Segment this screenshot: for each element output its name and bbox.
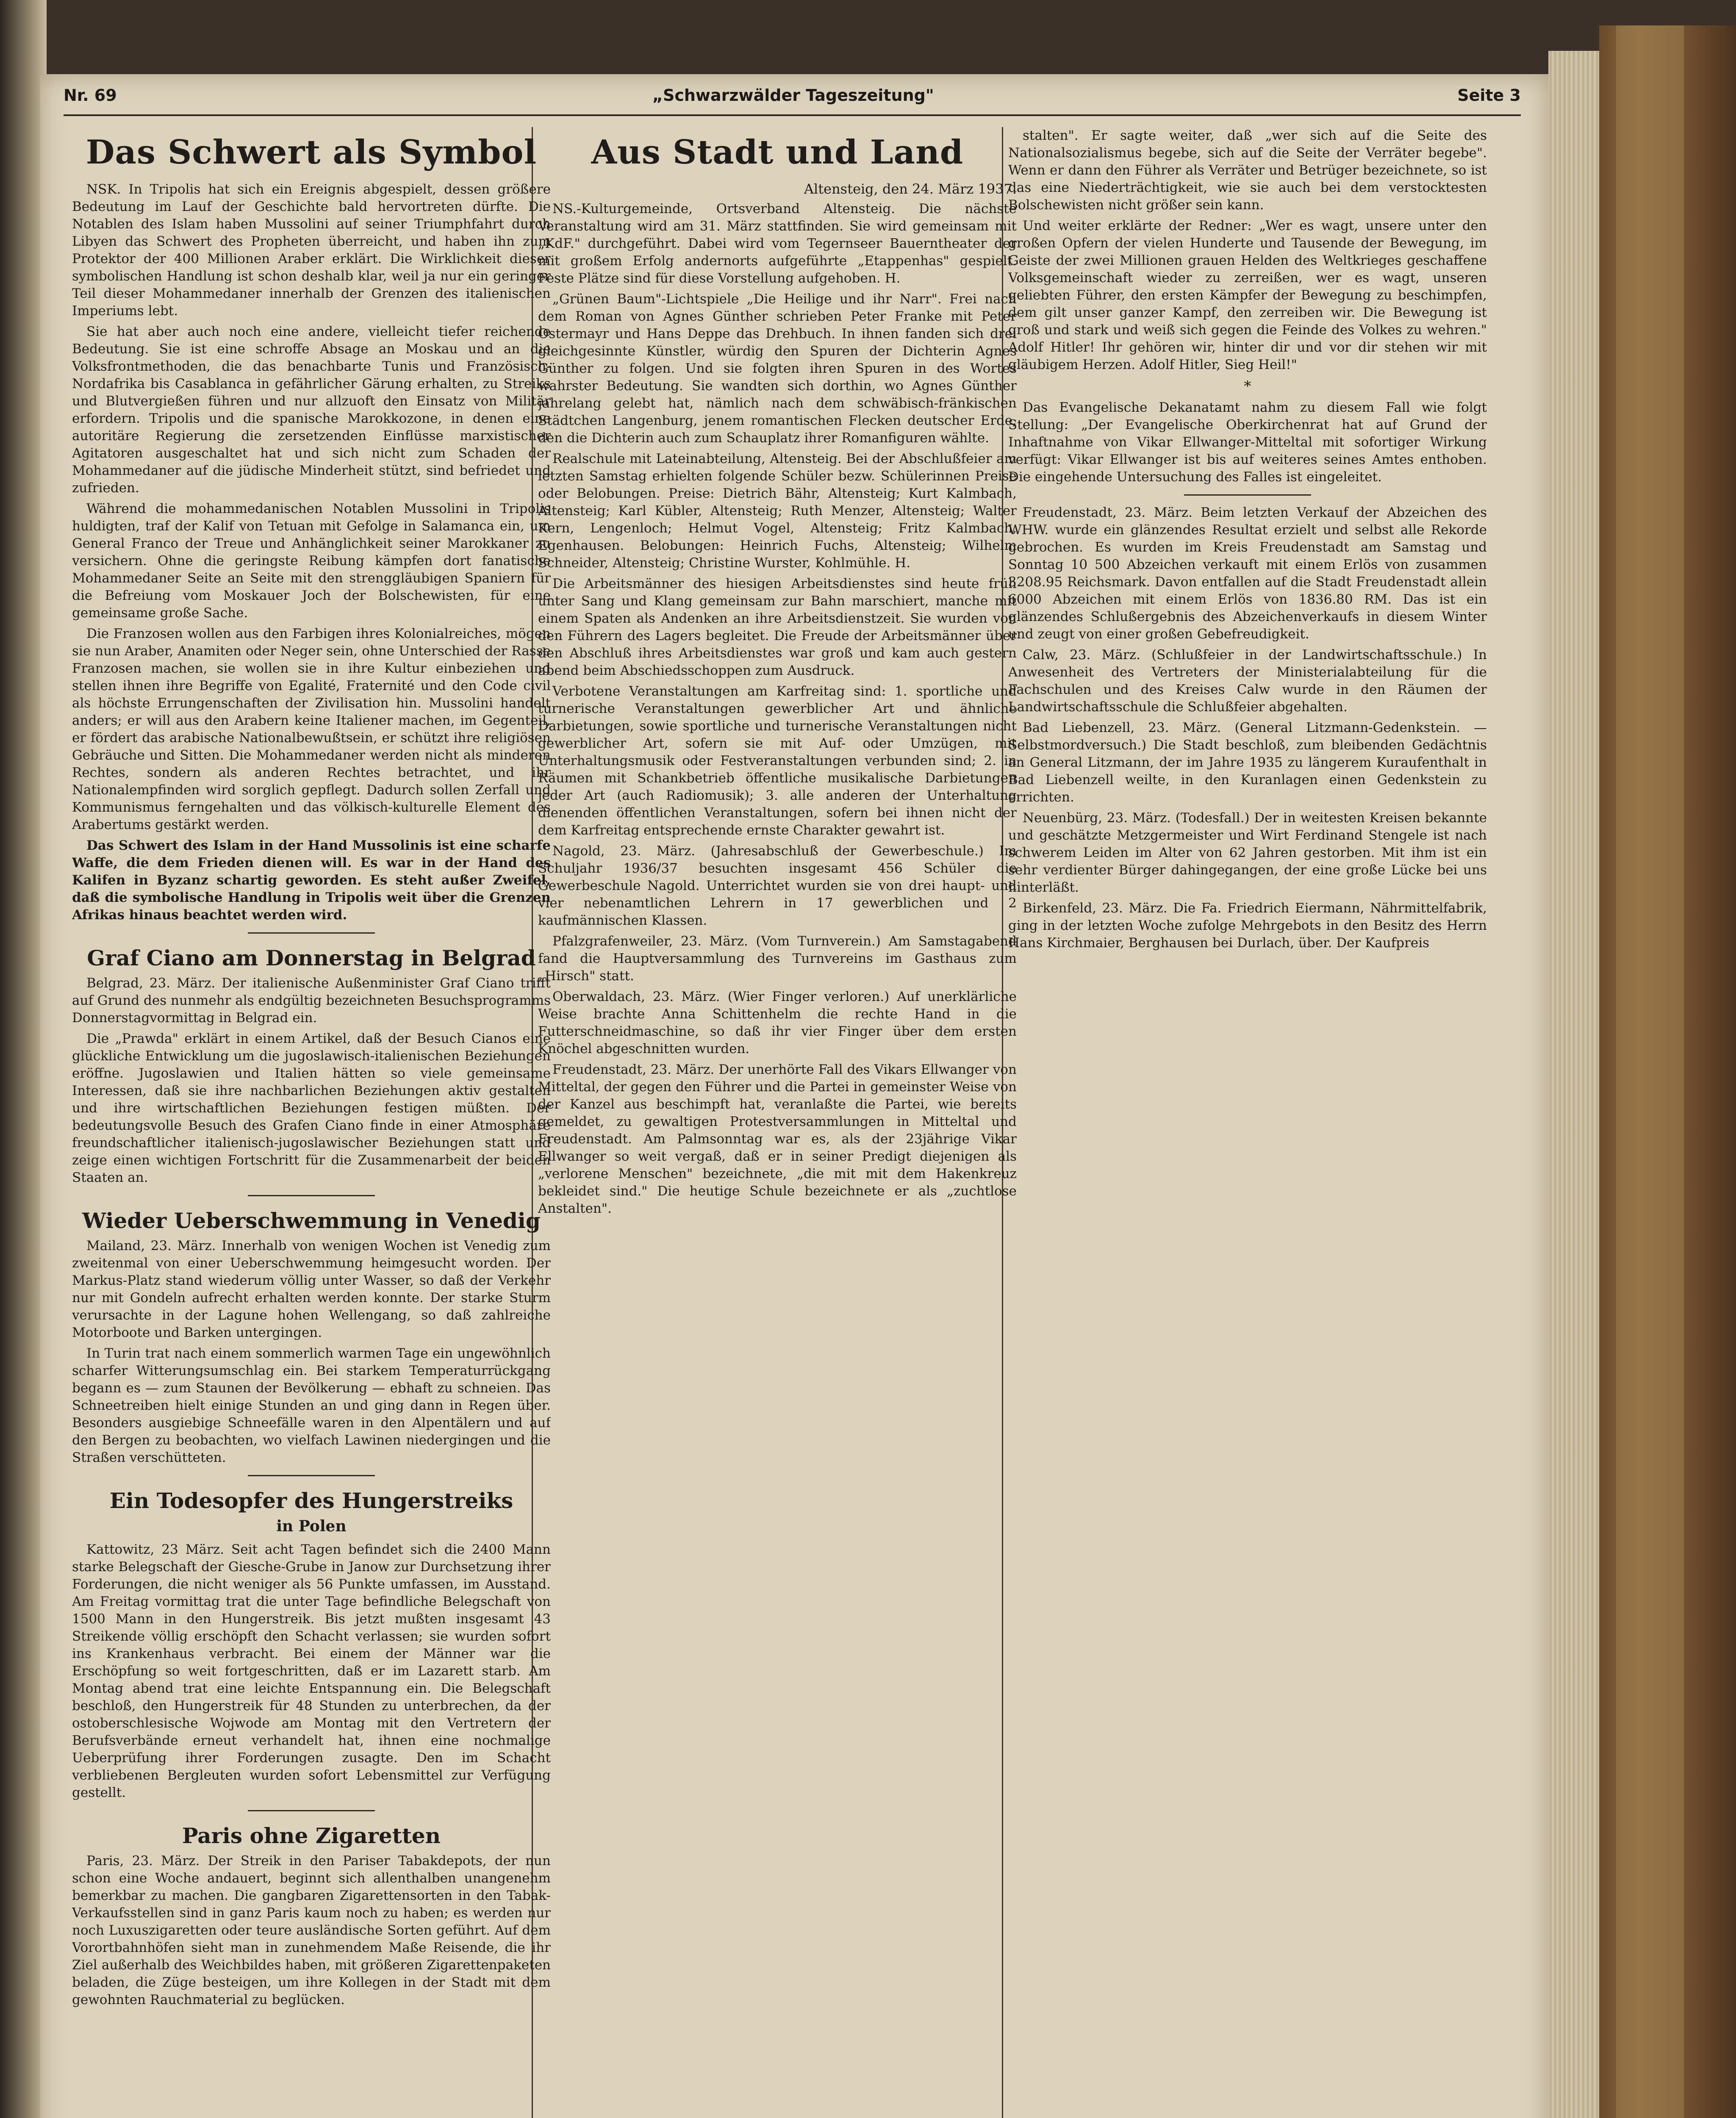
- subheadline: in Polen: [276, 1517, 347, 1535]
- dateline: Altensteig, den 24. März 1937.: [804, 181, 1017, 197]
- article-paragraph: NSK. In Tripolis hat sich ein Ereignis abgespielt, dessen größere Bedeutung im Lauf der Geschichte bald hervortreten dürfte. Die Notablen des Islam haben Mussolini auf seiner Triumphfahrt durch Libyen das Schwert des Propheten überreicht, und haben ihn zum Protektor der 400 Millionen Araber erklärt. Die Wirklichkeit dieser symbolischen Handlung ist schon deshalb klar, weil ja nur ein geringer Teil dieser Mohammedaner innerhalb der Grenzen des italienischen Imperiums lebt.: [72, 182, 551, 319]
- article-paragraph: Realschule mit Lateinabteilung, Altensteig. Bei der Abschlußfeier am letzten Samstag erhielten folgende Schüler bezw. Schülerinnen Preise oder Belobungen. Preise: Dietrich Bähr, Altensteig; Kurt Kalmbach, Altensteig; Karl Kübler, Altensteig; Ruth Menzer, Altensteig; Walter Kern, Lengenloch; Helmut Vogel, Altensteig; Fritz Kalmbach, Egenhausen. Belobungen: Heinrich Fuchs, Altensteig; Wilhelm Schneider, Altensteig; Christine Wurster, Kohlmühle. H.: [538, 451, 1017, 571]
- article-paragraph: Die „Prawda" erklärt in einem Artikel, daß der Besuch Cianos eine glückliche Entwicklung um die jugoslawisch-italienischen Beziehungen eröffne. Jugoslawien und Italien hätten so viele gemeinsame Interessen, daß sie ihre nachbarlichen Beziehungen aktiv gestalten und ihre wirtschaftlichen Beziehungen festigen müßten. Der bedeutungsvolle Besuch des Grafen Ciano finde in einer Atmosphäre freundschaftlicher italienisch-jugoslawischer Beziehungen statt und zeige einen wichtigen Fortschritt für die Zusammenarbeit der beiden Staaten an.: [72, 1031, 551, 1185]
- article-paragraph: Das Schwert des Islam in der Hand Mussolinis ist eine scharfe Waffe, die dem Frieden dienen will. Es war in der Hand des Kalifen in Byzanz schartig geworden. Es steht außer Zweifel, daß die symbolische Handlung in Tripolis weit über die Grenzen Afrikas hinaus beachtet werden wird.: [72, 838, 551, 923]
- article-paragraph: Kattowitz, 23 März. Seit acht Tagen befindet sich die 2400 Mann starke Belegschaft der Giesche-Grube in Janow zur Durchsetzung ihrer Forderungen, die nicht weniger als 56 Punkte umfassen, im Ausstand. Am Freitag vormittag trat die unter Tage befindliche Belegschaft von 1500 Mann in den Hungerstreik. Bis jetzt mußten insgesamt 43 Streikende völlig erschöpft den Schacht verlassen; sie wurden sofort ins Krankenhaus verbracht. Bei einem der Männer war die Erschöpfung so weit fortgeschritten, daß er im Lazarett starb. Am Montag abend trat eine leichte Entspannung ein. Die Belegschaft beschloß, den Hungerstreik für 48 Stunden zu unterbrechen, da der ostoberschlesische Wojwode am Montag mit den Vertretern der Berufsverbände erneut verhandelt hat, ihnen eine nochmalige Ueberprüfung ihrer Forderungen zusagte. Den im Schacht verbliebenen Bergleuten wurden sofort Lebensmittel zur Verfügung gestellt.: [72, 1542, 551, 1800]
- newspaper-title: „Schwarzwälder Tageszeitung": [652, 86, 934, 105]
- article-paragraph: Während die mohammedanischen Notablen Mussolini in Tripolis huldigten, traf der Kalif von Tetuan mit Gefolge in Salamanca ein, um General Franco der Treue und Anhänglichkeit seiner Marokkaner zu versichern. Ohne die geringste Reibung kämpfen dort fanatische Mohammedaner Seite an Seite mit den strenggläubigen Spaniern für die Befreiung vom Moskauer Joch der Bolschewisten, für eine gemeinsame große Sache.: [72, 501, 551, 621]
- headline-schwert: Das Schwert als Symbol: [86, 133, 537, 172]
- column-right: [1008, 127, 1487, 2118]
- divider: [248, 1475, 375, 1476]
- article-paragraph: In Turin trat nach einem sommerlich warmen Tage ein ungewöhnlich scharfer Witterungsumschlag ein. Bei starkem Temperaturrückgang begann es — zum Staunen der Bevölkerung — ebhaft zu schneien. Das Schneetreiben hielt einige Stunden an und ging dann in Regen über. Besonders ausgiebige Schneefälle waren in den Alpentälern und auf den Bergen zu beobachten, wo vielfach Lawinen niedergingen und die Straßen verschütteten.: [72, 1346, 551, 1465]
- divider: [1184, 494, 1311, 496]
- article-paragraph: Birkenfeld, 23. März. Die Fa. Friedrich Eiermann, Nährmittelfabrik, ging in der letzten Woche zufolge Mehrgebots in den Besitz des Herrn Hans Kirchmaier, Berghausen bei Durlach, über. Der Kaufpreis: [1008, 901, 1487, 951]
- article-paragraph: Paris, 23. März. Der Streik in den Pariser Tabakdepots, der nun schon eine Woche andauert, beginnt sich allenthalben unangenehm bemerkbar zu machen. Die gangbaren Zigarettensorten in den Tabak-Verkaufsstellen sind in ganz Paris kaum noch zu haben; es werden nur noch Luxuszigaretten oder teure ausländische Sorten geführt. Auf dem Vorortbahnhöfen sieht man in zunehmendem Maße Reisende, die ihr Ziel außerhalb des Weichbildes haben, mit größeren Zigarettenpaketen beladen, die Züge besteigen, um ihre Kollegen in der Stadt mit dem gewohnten Rauchmaterial zu beglücken.: [72, 1853, 551, 2007]
- page-number: Seite 3: [1457, 86, 1521, 105]
- divider: [248, 932, 375, 934]
- article-paragraph: Calw, 23. März. (Schlußfeier in der Landwirtschaftsschule.) In Anwesenheit des Vertreters der Ministerialabteilung für die Fachschulen und des Kreises Calw wurde in den Räumen der Landwirtschaftsschule die Schlußfeier abgehalten.: [1008, 647, 1487, 715]
- headline-stadt-und-land: Aus Stadt und Land: [591, 133, 964, 172]
- article-paragraph: Oberwaldach, 23. März. (Wier Finger verloren.) Auf unerklärliche Weise brachte Anna Schittenhelm die rechte Hand in die Futterschneidmaschine, so daß ihr vier Finger über dem ersten Knöchel abgeschnitten wurden.: [538, 989, 1017, 1056]
- divider: [248, 1810, 375, 1811]
- article-paragraph: Bad Liebenzell, 23. März. (General Litzmann-Gedenkstein. — Selbstmordversuch.) Die Stadt beschloß, zum bleibenden Gedächtnis an General Litzmann, der im Jahre 1935 zu längerem Kuraufenthalt in Bad Liebenzell weilte, in den Kuranlagen einen Gedenkstein zu errichten.: [1008, 720, 1487, 805]
- article-paragraph: Neuenbürg, 23. März. (Todesfall.) Der in weitesten Kreisen bekannte und geschätzte Metzgermeister und Wirt Ferdinand Stengele ist nach schwerem Leiden im Alter von 62 Jahren gestorben. Mit ihm ist ein sehr verdienter Bürger dahingegangen, der eine große Lücke bei uns hinterläßt.: [1008, 810, 1487, 895]
- article-paragraph: Die Franzosen wollen aus den Farbigen ihres Kolonialreiches, mögen sie nun Araber, Anamiten oder Neger sein, ohne Unterschied der Rasse Franzosen machen, sie wollen sie in ihre Kultur einbeziehen und stellen ihnen ihre Begriffe von Egalité, Fraternité und den Code civil als höchste Errungenschaften der Zivilisation hin. Mussolini handelt anders; er will aus den Arabern keine Italiener machen, im Gegenteil, er fördert das arabische Nationalbewußtsein, er schützt ihre religiösen Gebräuche und Sitten. Die Mohammedaner werden nicht als minderen Rechtes, sondern als anderen Rechtes betrachtet, und ihr Nationalempfinden wird sorglich gepflegt. Dadurch sollen Zerfall und Kommunismus ferngehalten und das völkisch-kulturelle Element des Arabertums gestärkt werden.: [72, 626, 551, 832]
- page-edges: [1548, 51, 1599, 2118]
- headline-ciano: Graf Ciano am Donnerstag in Belgrad: [87, 945, 536, 970]
- section-star: *: [1244, 378, 1251, 395]
- article-paragraph: Die Arbeitsmänner des hiesigen Arbeitsdienstes sind heute früh unter Sang und Klang gemeinsam zur Bahn marschiert, manche mit einem Spaten als Andenken an ihre Arbeitsdienstzeit. Sie wurden von den Führern des Lagers begleitet. Die Freude der Arbeitsmänner über den Abschluß ihres Arbeitsdienstes war groß und kam auch gestern abend beim Abschiedsschoppen zum Ausdruck.: [538, 576, 1017, 678]
- article-paragraph: Nagold, 23. März. (Jahresabschluß der Gewerbeschule.) Im Schuljahr 1936/37 besuchten insgesamt 456 Schüler die Gewerbeschule Nagold. Unterrichtet wurden sie von drei haupt- und vier nebenamtlichen Lehrern in 17 gewerblichen und 2 kaufmännischen Klassen.: [538, 843, 1017, 928]
- article-paragraph: Mailand, 23. März. Innerhalb von wenigen Wochen ist Venedig zum zweitenmal von einer Ueberschwemmung heimgesucht worden. Der Markus-Platz stand wiederum völlig unter Wasser, so daß der Verkehr nur mit Gondeln aufrecht erhalten werden konnte. Der starke Sturm verursachte in der Lagune hohen Wellengang, so daß zahlreiche Motorboote und Barken untergingen.: [72, 1238, 551, 1340]
- article-paragraph: Freudenstadt, 23. März. Der unerhörte Fall des Vikars Ellwanger von Mitteltal, der gegen den Führer und die Partei in gemeinster Weise von der Kanzel aus beschimpft hat, veranlaßte die Partei, wie bereits gemeldet, zu gewaltigen Protestversammlungen in Mitteltal und Freudenstadt. Am Palmsonntag war es, als der 23jährige Vikar Ellwanger so weit vergaß, daß er in seiner Predigt diejenigen als „verlorene Menschen" bezeichnete, „die mit mit dem Hakenkreuz bekleidet sind." Die heutige Schule bezeichnete er als „zuchtlose Anstalten".: [538, 1062, 1017, 1216]
- divider: [248, 1195, 375, 1196]
- article-paragraph: Und weiter erklärte der Redner: „Wer es wagt, unsere unter den großen Opfern der vielen Hunderte und Tausende der Bewegung, im Geiste der zwei Millionen grauen Helden des Weltkrieges geschaffene Volksgemeinschaft wieder zu zerreißen, wer es wagt, unseren geliebten Führer, den ersten Kämpfer der Bewegung zu beschimpfen, dem gilt unser ganzer Kampf, den zerreiben wir. Die Bewegung ist groß und stark und weiß sich gegen die Feinde des Volkes zu wehren." Adolf Hitler! Ihr gehören wir, hinter dir und vor dir stehen wir mit gläubigem Herzen. Adolf Hitler, Sieg Heil!": [1008, 218, 1487, 372]
- headline-venedig: Wieder Ueberschwemmung in Venedig: [82, 1208, 541, 1233]
- article-paragraph: Freudenstadt, 23. März. Beim letzten Verkauf der Abzeichen des WHW. wurde ein glänzendes Resultat erzielt und selbst alle Rekorde gebrochen. Es wurden im Kreis Freudenstadt am Samstag und Sonntag 10 500 Abzeichen verkauft mit einem Erlös von zusammen 3208.95 Reichsmark. Davon entfallen auf die Stadt Freudenstadt allein 6000 Abzeichen mit einem Erlös von 1836.80 RM. Das ist ein glänzendes Schlußergebnis des Abzeichenverkaufs in diesem Winter und zeugt von einer großen Gebefreudigkeit.: [1008, 505, 1487, 642]
- headline-paris: Paris ohne Zigaretten: [182, 1823, 441, 1848]
- headline-hungerstreik: Ein Todesopfer des Hungerstreiks: [109, 1488, 513, 1513]
- article-paragraph: „Grünen Baum"-Lichtspiele „Die Heilige und ihr Narr". Frei nach dem Roman von Agnes Günther schrieben Peter Franke mit Peter Ostermayr und Hans Deppe das Drehbuch. In ihnen fanden sich drei gleichgesinnte Künstler, würdig den Spuren der Dichterin Agnes Günther zu folgen. Und sie folgten ihren Spuren in des Wortes wahrster Bedeutung. Sie wandten sich dorthin, wo Agnes Günther jahrelang gelebt hat, nämlich nach dem schwäbisch-fränkischen Städtchen Langenburg, jenem romantischen Flecken deutscher Erde, den die Dichterin auch zum Schauplatz ihrer Romanfiguren wählte.: [538, 291, 1017, 446]
- column-left: [72, 127, 551, 2118]
- issue-number: Nr. 69: [64, 86, 117, 105]
- article-paragraph: Verbotene Veranstaltungen am Karfreitag sind: 1. sportliche und turnerische Veranstaltungen gewerblicher Art und ähnliche Darbietungen, sowie sportliche und turnerische Veranstaltungen nicht gewerblicher Art, sofern sie mit Auf- oder Umzügen, mit Unterhaltungsmusik oder Festveranstaltungen verbunden sind; 2. in Räumen mit Schankbetrieb öffentliche musikalische Darbietungen jeder Art (auch Radiomusik); 3. alle anderen der Unterhaltung dienenden öffentlichen Veranstaltungen, sofern bei ihnen nicht der dem Karfreitag entsprechende ernste Charakter gewahrt ist.: [538, 684, 1017, 838]
- article-paragraph: Sie hat aber auch noch eine andere, vielleicht tiefer reichende Bedeutung. Sie ist eine schroffe Absage an Moskau und an die Volksfrontmethoden, die das benachbarte Tunis und Französisch-Nordafrika bis Casablanca in gefährlicher Gärung erhalten, zu Streiks und Blutvergießen führen und nur allzuoft den Einsatz von Militär erfordern. Tripolis und die spanische Marokkozone, in denen eine autoritäre Regierung die zersetzenden Einflüsse marxistischer Agitatoren ausgeschaltet hat und sich nicht zum Schaden der Mohammedaner auf die jüdische Minderheit stützt, sind befriedet und zufrieden.: [72, 324, 551, 496]
- masthead-rule: [64, 114, 1521, 116]
- article-paragraph: stalten". Er sagte weiter, daß „wer sich auf die Seite des Nationalsozialismus begebe, sich auf die Seite der Verräter begebe". Wenn er dann den Führer als Verräter und Betrüger bezeichnete, so ist das eine Niederträchtigkeit, wie sie auch bei dem verstocktesten Bolschewisten nicht größer sein kann.: [1008, 128, 1487, 213]
- book-cover: [1599, 25, 1736, 2118]
- column-middle: [538, 127, 1017, 2118]
- article-paragraph: Das Evangelische Dekanatamt nahm zu diesem Fall wie folgt Stellung: „Der Evangelische Oberkirchenrat hat auf Grund der Inhaftnahme von Vikar Ellwanger-Mitteltal mit sofortiger Wirkung verfügt: Vikar Ellwanger ist bis auf weiteres seines Amtes enthoben. Die eingehende Untersuchung des Falles ist eingeleitet.: [1008, 400, 1487, 485]
- article-paragraph: Belgrad, 23. März. Der italienische Außenminister Graf Ciano trifft auf Grund des nunmehr als endgültig bezeichneten Besuchsprogramms Donnerstagvormittag in Belgrad ein.: [72, 976, 551, 1026]
- binding-gutter: [0, 0, 47, 2118]
- article-paragraph: NS.-Kulturgemeinde, Ortsverband Altensteig. Die nächste Veranstaltung wird am 31. März stattfinden. Sie wird gemeinsam mit „KdF." durchgeführt. Dabei wird vom Tegernseer Bauerntheater der mit großem Erfolg andernorts aufgeführte „Etappenhas" gespielt. Feste Plätze sind für diese Vorstellung aufgehoben. H.: [538, 201, 1017, 286]
- article-paragraph: Pfalzgrafenweiler, 23. März. (Vom Turnverein.) Am Samstagabend fand die Hauptversammlung des Turnvereins im Gasthaus zum „Hirsch" statt.: [538, 934, 1017, 984]
- masthead: [64, 83, 1521, 112]
